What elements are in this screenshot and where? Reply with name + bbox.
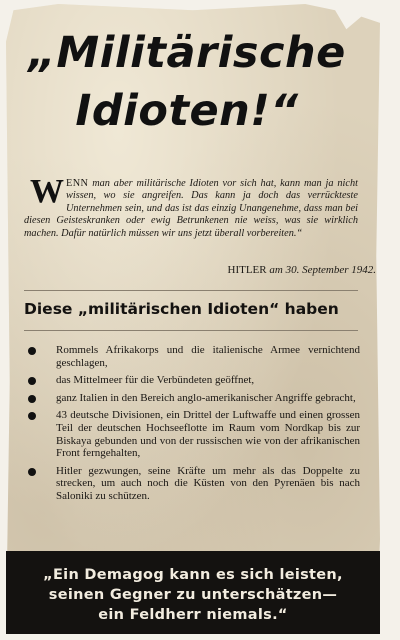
bullet-icon xyxy=(28,468,36,476)
quote-attribution xyxy=(228,264,376,276)
list-item-text: ganz Italien in den Bereich anglo-amerikanischer Angriffe gebracht, xyxy=(56,391,356,404)
divider-top xyxy=(24,290,358,291)
list-item xyxy=(22,465,360,503)
hitler-quote xyxy=(24,173,358,240)
title-line-1: „Militärische xyxy=(28,28,346,78)
footer-line-3: ein Feldherr niemals.“ xyxy=(98,607,288,623)
footer-line-2: seinen Gegner zu unterschätzen— xyxy=(48,587,338,603)
list-item xyxy=(22,374,360,387)
divider-bottom xyxy=(24,330,358,331)
footer-quote xyxy=(6,565,380,625)
footer-banner xyxy=(6,551,380,634)
list-item-text: Rommels Afrikakorps und die italienische Armee vernichtend geschlagen, xyxy=(56,344,360,369)
bullet-icon xyxy=(28,412,36,420)
list-item-text: das Mittelmeer für die Verbündeten geöffnet, xyxy=(56,374,255,387)
bullet-icon xyxy=(28,347,36,355)
list-item-text: 43 deutsche Divisionen, ein Drittel der Luftwaffe und einen grossen Teil der deutschen Hochseeflotte im Raum vom Nordkap bis zur Biskaya gebunden und von der russischen wie von der afrikanischen Front ferngehalten, xyxy=(56,409,360,460)
list-item xyxy=(22,344,360,369)
list-item xyxy=(22,409,360,459)
list-item-text: Hitler gezwungen, seine Kräfte um mehr als das Doppelte zu strecken, um auch noch die Küsten von den Pyrenäen bis nach Saloniki zu schützen. xyxy=(56,464,360,502)
title-line-2: Idioten!“ xyxy=(75,86,299,136)
quote-text: man aber militärische Idioten vor sich hat, kann man ja nicht wissen, wo sie angreifen. Das kann ja doch das verrückteste Unternehmen sein, und das ist das einzig Unangenehme, dass man bei diesen Geisteskranken oder ewig Betrunkenen nie weiss, was sie wirklich machen. Dafür natürlich müssen wir uns jetzt überall vorbereiten.“ xyxy=(24,178,358,239)
footer-line-1: „Ein Demagog kann es sich leisten, xyxy=(43,567,343,583)
quote-dropcap: W xyxy=(30,173,64,210)
quote-date: am 30. September 1942. xyxy=(269,264,376,276)
bullet-icon xyxy=(28,377,36,385)
quote-author: HITLER xyxy=(227,264,267,276)
achievements-list xyxy=(22,344,360,508)
list-item xyxy=(22,392,360,405)
bullet-icon xyxy=(28,395,36,403)
subheading: Diese „militärischen Idioten“ haben xyxy=(24,300,339,318)
quote-lead: ENN xyxy=(66,178,89,189)
